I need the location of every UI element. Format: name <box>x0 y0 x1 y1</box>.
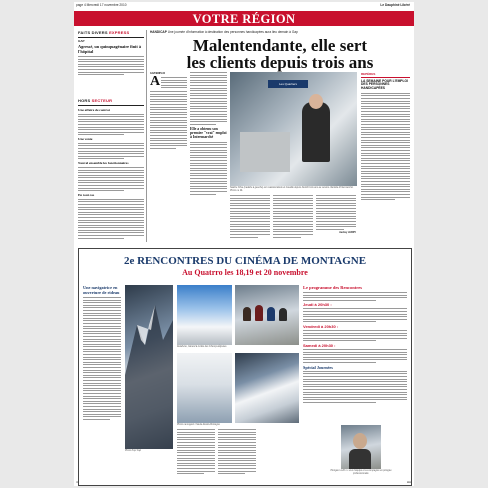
cinema-photo-ridge <box>235 353 299 423</box>
hors-secteur-tag <box>78 98 144 103</box>
sidebar-reperes <box>361 72 410 202</box>
photo-person <box>302 102 330 162</box>
main-subhead: Elle a obtenu son premier "vrai" emploi à Intermarché <box>190 126 227 140</box>
sidebar-title: LA SEMAINE POUR L'EMPLOI DES PERSONNES HANDICAPÉES <box>361 78 409 91</box>
sidebar-body <box>361 93 410 200</box>
program-day: Vendredi à 20h30 : <box>303 323 339 329</box>
drop-cap: A <box>150 74 161 89</box>
main-body-text <box>150 91 187 149</box>
main-photo-caption-text: Nadine Olive (nadette à gauche) est malentendante et travaille depuis bientôt trois ans au service clientèle d'Intermarché. <box>230 187 354 189</box>
cinema-intro-body <box>83 297 121 420</box>
faits-divers-tag-accent: EXPRESS <box>109 30 130 35</box>
photo-person <box>279 308 287 321</box>
cinema-middle-column-2 <box>218 429 256 476</box>
photo-person <box>243 307 251 321</box>
mountain-peak-shape <box>125 285 173 449</box>
hors-secteur-tag-main: HORS <box>78 98 91 103</box>
publication-name: Le Dauphiné Libéré <box>380 3 410 7</box>
program-day-body <box>303 330 407 341</box>
cinema-middle-body <box>177 429 215 474</box>
program-title: Le programme des Rencontres <box>303 285 362 290</box>
program-day-body <box>303 349 407 363</box>
main-body-column-2 <box>190 72 227 196</box>
hors-secteur-tag-accent: SECTEUR <box>91 98 113 103</box>
hors-secteur-item-title: Une affaire de contrat <box>78 108 110 113</box>
program-day: Samedi à 20h30 : <box>303 342 336 348</box>
cinema-photo-caption: Photo Lamogaris / Saule-Desté-Montagne <box>177 424 220 426</box>
main-body-text <box>230 195 270 238</box>
hors-secteur-item-title: En tout cas <box>78 193 95 198</box>
hors-secteur-item-body <box>78 114 144 136</box>
faits-divers-tag <box>78 30 144 35</box>
faits-divers-body <box>78 56 144 75</box>
page-folio-right: HA <box>406 480 411 484</box>
faits-divers-column <box>78 30 144 77</box>
main-body-column-1 <box>150 72 187 151</box>
main-body-column-4 <box>273 195 313 239</box>
special-body <box>303 371 407 403</box>
cinema-photo-caption: Photo Kopi Cap <box>125 450 142 452</box>
program-day-body <box>303 308 407 322</box>
cinema-photo-caption: Plongeur à 20 m. sous l'équipe et sa compagnie en plongée professionnelle. <box>330 470 392 475</box>
main-article <box>150 30 410 71</box>
cinema-photo-snow <box>177 353 232 423</box>
cinema-subtitle: Au Quatrro les 18,19 et 20 novembre <box>182 268 308 277</box>
faits-divers-tag-main: FAITS DIVERS <box>78 30 108 35</box>
main-kicker-label: HANDICAP <box>150 30 167 34</box>
cinema-photo-group <box>235 285 299 345</box>
cinema-photo-portrait <box>341 425 381 469</box>
cinema-intro-column <box>83 285 121 422</box>
photo-counter <box>240 132 290 172</box>
sidebar-tag: REPÈRES <box>361 72 376 76</box>
hors-secteur-item-body <box>78 143 144 160</box>
region-title: VOTRE RÉGION <box>192 12 296 26</box>
main-location: GAP/EMPLOI <box>150 72 166 75</box>
main-kicker-text: Une journée d'information à destination des personnes handicapées aura lieu demain à Gap <box>167 30 298 34</box>
main-body-text <box>161 77 187 90</box>
main-headline-line1: Malentendante, elle sert <box>192 36 368 55</box>
main-article-photo <box>230 72 357 186</box>
main-kicker <box>150 30 410 34</box>
main-photo-credit: Photo Le DL <box>230 189 243 192</box>
cinema-photo-climber <box>177 285 232 345</box>
cinema-mountain-photo <box>125 285 173 449</box>
hors-secteur-item-body <box>78 167 144 191</box>
cinema-middle-column <box>177 429 215 476</box>
photo-person <box>349 449 371 469</box>
program-intro <box>303 292 407 301</box>
hors-secteur-item-body <box>78 199 144 239</box>
running-head: page 4 Mercredi 17 novembre 2010 <box>76 3 127 7</box>
faits-divers-headline: Agressé, un quinquagénaire finit à l'hôpital <box>78 44 141 55</box>
article-author: Audrey JARRY <box>339 231 356 235</box>
photo-person-face <box>353 433 367 449</box>
main-photo-caption <box>230 187 357 193</box>
main-body-text <box>273 195 313 238</box>
newspaper-page <box>74 2 414 486</box>
main-body-column-5 <box>316 195 356 234</box>
cinema-photo-caption: Delahune, Gérard à la tête des Champs-Élysées. <box>177 346 228 348</box>
cinema-title: 2e RENCONTRES DU CINÉMA DE MONTAGNE <box>123 255 367 267</box>
cinema-program <box>303 285 407 405</box>
main-body-text <box>190 72 227 125</box>
cinema-intro-title: Une navigatrice en ouverture de rideau <box>83 285 120 295</box>
column-rule <box>146 30 147 242</box>
faits-divers-place: GAP <box>78 39 85 44</box>
program-day: Jeudi à 20h30 : <box>303 302 332 308</box>
photo-person-face <box>309 94 323 109</box>
special-title: Spécial Journées <box>303 364 333 370</box>
cinema-section <box>78 248 412 486</box>
hors-secteur-item-title: Nouvel ensemble les fonctionnaires <box>78 161 129 166</box>
hors-secteur-column <box>78 98 144 240</box>
main-body-text <box>190 142 227 195</box>
cinema-middle-body <box>218 429 256 474</box>
page-folio-left: 4 <box>76 480 78 484</box>
photo-person <box>267 307 275 321</box>
hors-secteur-item-title: Une vente <box>78 137 93 142</box>
main-headline-line2: les clients depuis trois ans <box>186 53 374 72</box>
main-body-text <box>316 195 356 230</box>
main-body-column-3 <box>230 195 270 239</box>
photo-person <box>255 305 263 321</box>
photo-store-sign: Les Quartiers <box>268 80 308 88</box>
